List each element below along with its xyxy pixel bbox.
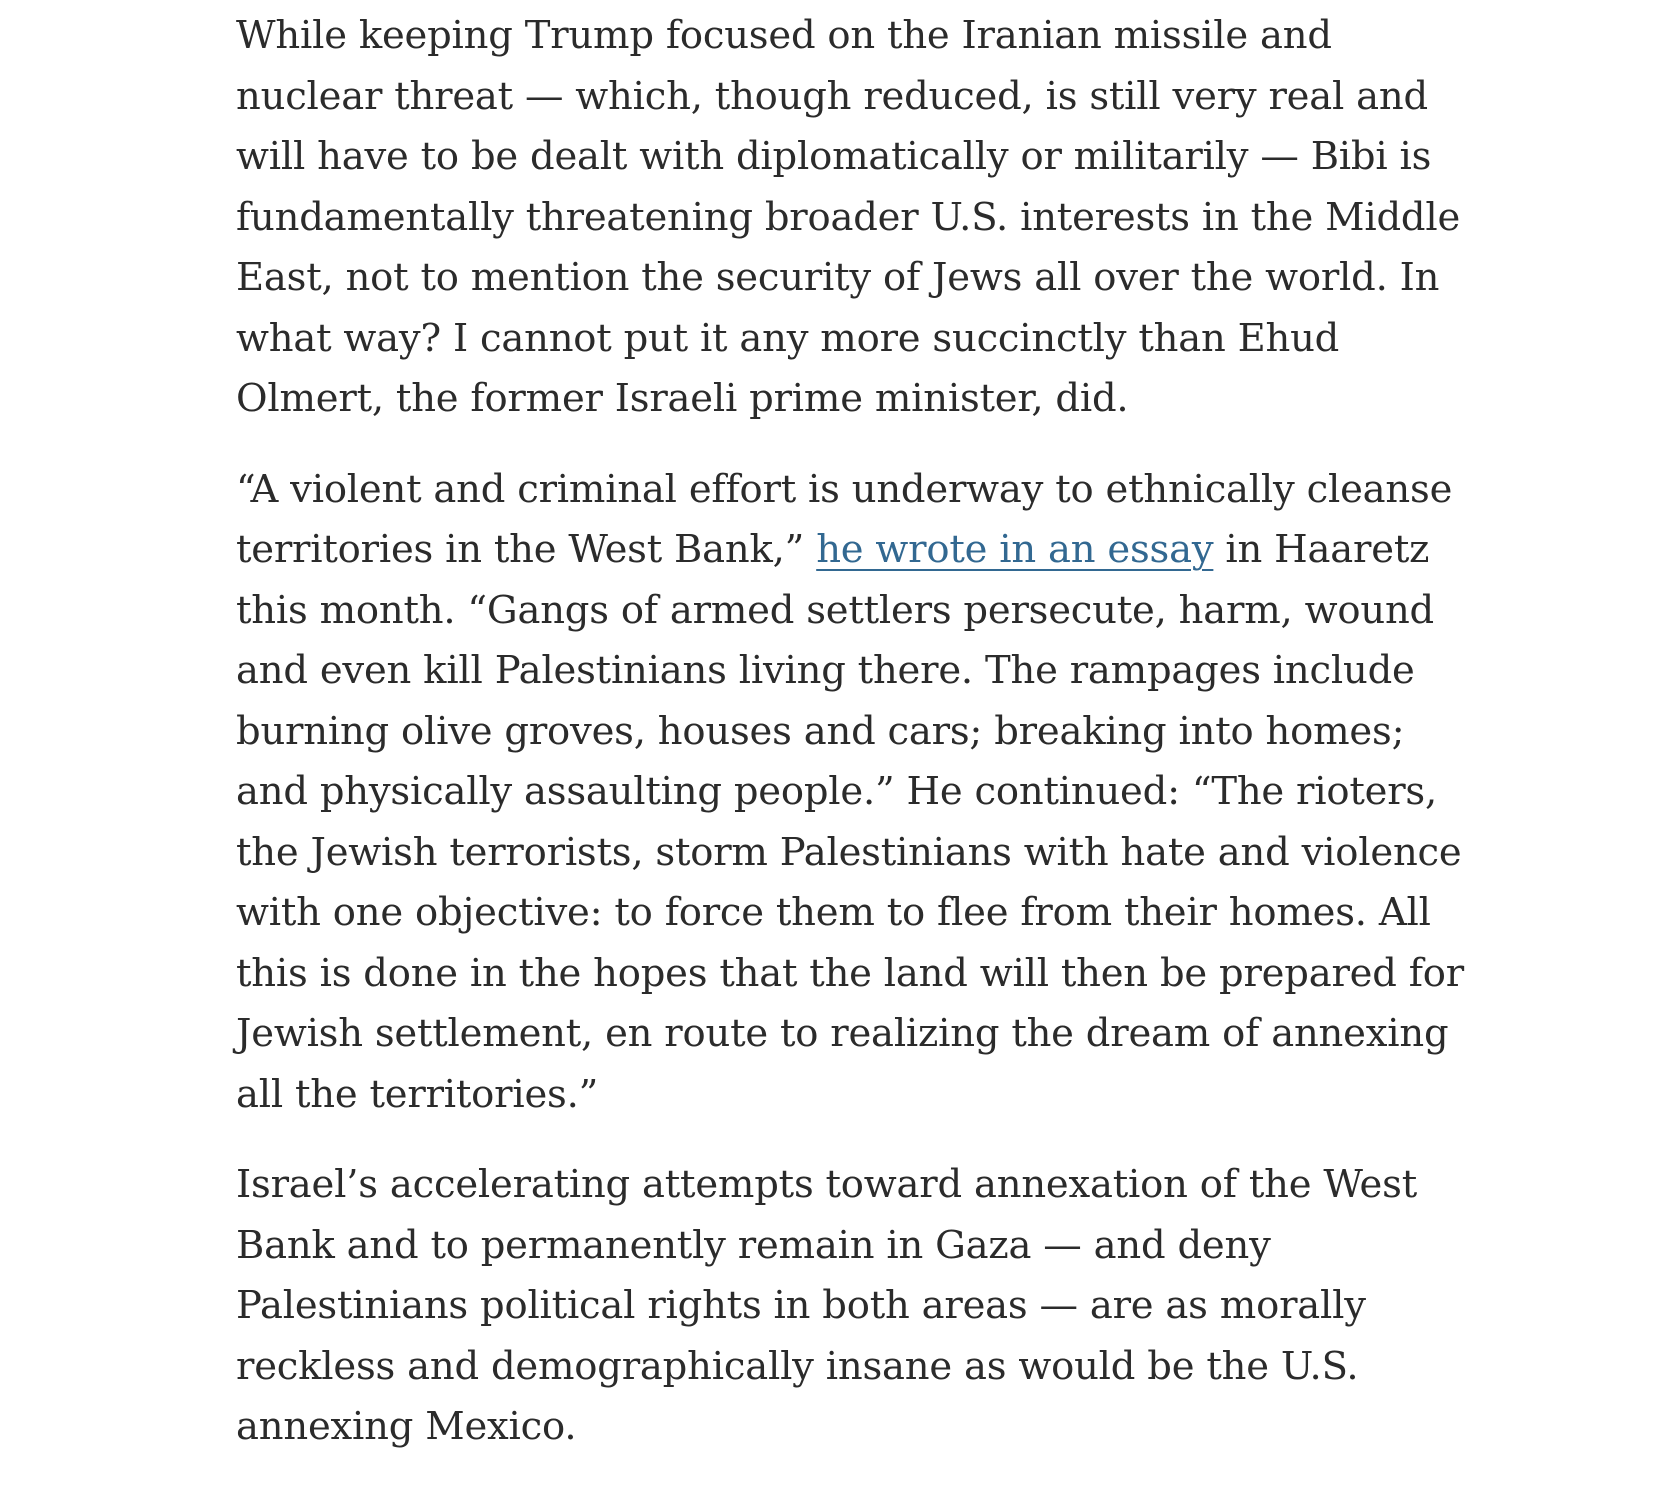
paragraph-2-text-after-link: in Haaretz this month. “Gangs of armed settlers persecute, harm, wound and even kill Palestinians living there. The rampages include burning olive groves, houses and cars; breaking into homes; and physically assaulting people.” He continued: “The rioters, the Jewish terrorists, storm Palestinians with hate and violence with one objective: to force them to flee from their homes. All this is done in the hopes that the land will then be prepared for Jewish settlement, en route to realizing the dream of annexing all the territories.”	[236, 527, 1464, 1117]
paragraph-3: Israel’s accelerating attempts toward annexation of the West Bank and to permanently remain in Gaza — and deny Palestinians political rights in both areas — are as morally reckless and demographically insane as would be the U.S. annexing Mexico.	[236, 1162, 1417, 1449]
paragraph-2-text-before-link: “A violent and criminal effort is underway to ethnically cleanse territories in the West Bank,”	[236, 466, 1453, 572]
paragraph-2	[236, 460, 1466, 1126]
paragraph-1: While keeping Trump focused on the Iranian missile and nuclear threat — which, though reduced, is still very real and will have to be dealt with diplomatically or militarily — Bibi is fundamentally threatening broader U.S. interests in the Middle East, not to mention the security of Jews all over the world. In what way? I cannot put it any more succinctly than Ehud Olmert, the former Israeli prime minister, did.	[236, 13, 1461, 421]
article-body	[236, 6, 1466, 1488]
essay-link[interactable]: he wrote in an essay	[816, 527, 1214, 572]
